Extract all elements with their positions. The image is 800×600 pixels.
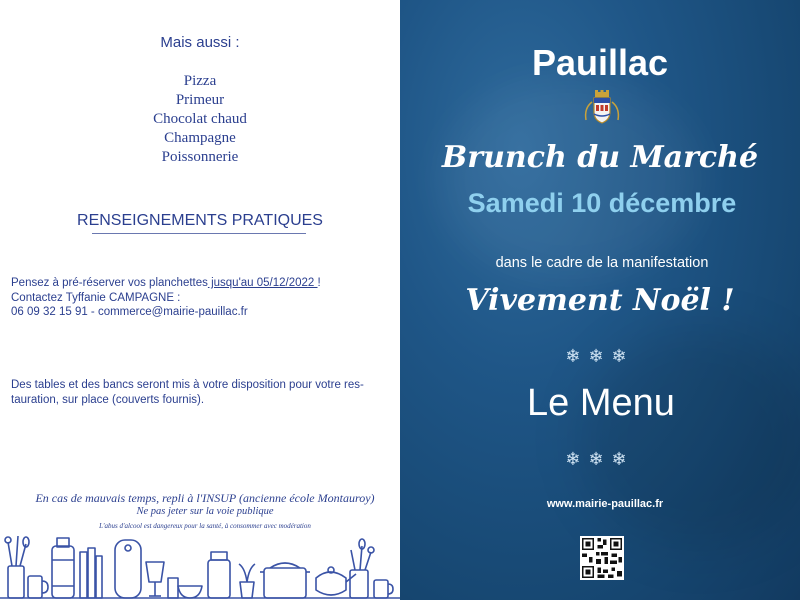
kitchenware-illustration (0, 526, 400, 600)
reservation-info (11, 276, 391, 320)
section-underline (92, 233, 306, 234)
reservation-text: Pensez à pré-réserver vos planchettes (11, 277, 208, 289)
background-texture (440, 80, 700, 280)
vendor-item: Pizza (183, 73, 217, 89)
contact-details: 06 09 32 15 91 - commerce@mairie-pauillac.fr (11, 306, 248, 318)
city-title: Pauillac (531, 42, 669, 83)
alcohol-warning: L'abus d'alcool est dangereux pour la santé, à consommer avec modération (99, 522, 311, 530)
vendor-item: Champagne (164, 130, 236, 146)
event-subtitle: Brunch du Marché (441, 140, 759, 175)
menu-title: Le Menu (527, 382, 675, 424)
coat-of-arms-icon (580, 88, 624, 126)
no-drop-note: Ne pas jeter sur la voie publique (136, 506, 274, 517)
vendor-item: Chocolat chaud (153, 111, 247, 127)
website-link[interactable]: www.mairie-pauillac.fr (546, 498, 664, 510)
reservation-line (11, 276, 391, 291)
snowflake-icon: ❄❄❄ (565, 346, 635, 366)
vendor-list (0, 72, 400, 167)
context-text: dans le cadre de la manifestation (495, 255, 709, 271)
reservation-exclamation: ! (317, 277, 321, 289)
event-date: Samedi 10 décembre (467, 188, 737, 218)
tables-info: Des tables et des bancs seront mis à votre disposition pour votre res-tauration, sur place (couverts fournis). (11, 379, 364, 406)
intro-heading: Mais aussi : (160, 34, 240, 51)
vendor-item: Primeur (175, 92, 225, 108)
snowflake-icon: ❄❄❄ (565, 449, 635, 469)
contact-line: Contactez Tyffanie CAMPAGNE : (11, 291, 181, 304)
event-name: Vivement Noël ! (465, 283, 735, 318)
section-title: RENSEIGNEMENTS PRATIQUES (77, 212, 323, 229)
qr-code-icon[interactable] (580, 536, 624, 580)
reservation-deadline: jusqu'au 05/12/2022 (207, 277, 318, 289)
vendor-item: Poissonnerie (161, 149, 239, 165)
weather-note: En cas de mauvais temps, repli à l'INSUP (ancienne école Montauroy) (35, 491, 375, 505)
right-panel (400, 0, 800, 600)
